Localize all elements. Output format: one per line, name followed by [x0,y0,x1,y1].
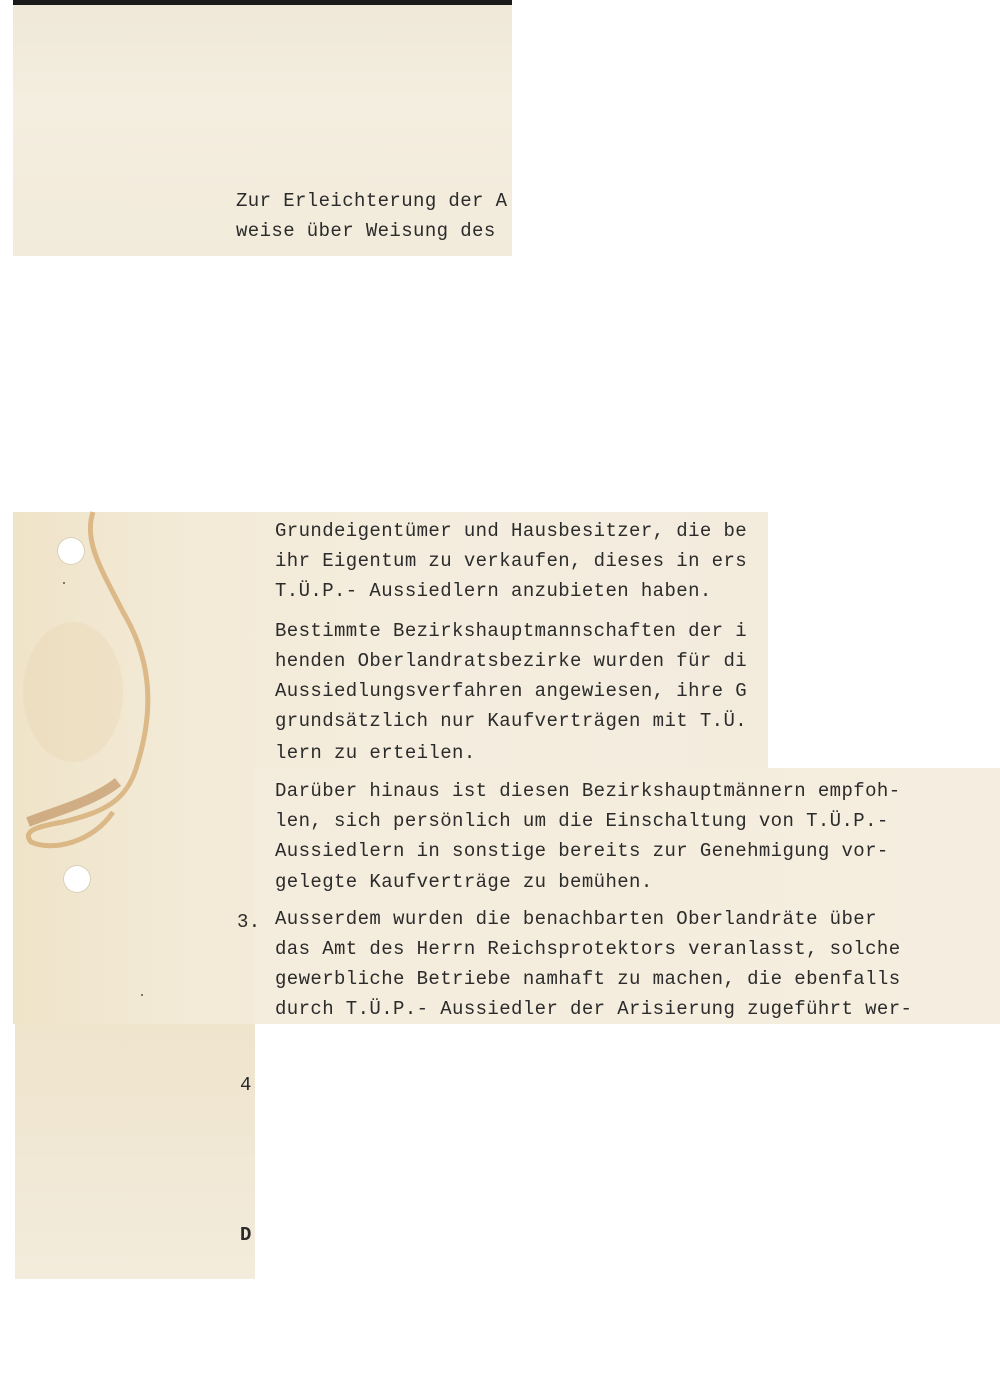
text-line: Zur Erleichterung der A [236,190,508,212]
text-line: Aussiedlungsverfahren angewiesen, ihre G [275,680,748,702]
text-line: Grundeigentümer und Hausbesitzer, die be [275,520,748,542]
scan-top-edge [13,0,512,5]
page-fragment-bottom [15,1024,255,1279]
punch-hole [63,865,91,893]
page-fragment-top [13,0,512,256]
text-line: durch T.Ü.P.- Aussiedler der Arisierung zugeführt wer- [275,998,913,1020]
punch-hole [57,537,85,565]
text-fragment: D [240,1224,252,1246]
text-line: Bestimmte Bezirkshauptmannschaften der i [275,620,748,642]
item-number: 4 [240,1074,252,1096]
text-line: grundsätzlich nur Kaufverträgen mit T.Ü. [275,710,748,732]
page-fragment-right [237,768,1000,1024]
item-number: 3. [237,911,261,933]
text-line: das Amt des Herrn Reichsprotektors veranlasst, solche [275,938,901,960]
text-line: lern zu erteilen. [275,742,476,764]
speck [141,994,143,996]
text-line: gewerbliche Betriebe namhaft zu machen, die ebenfalls [275,968,901,990]
speck [63,582,65,584]
text-line: Aussiedlern in sonstige bereits zur Genehmigung vor- [275,840,889,862]
text-line: T.Ü.P.- Aussiedlern anzubieten haben. [275,580,712,602]
text-line: len, sich persönlich um die Einschaltung von T.Ü.P.- [275,810,889,832]
text-line: Darüber hinaus ist diesen Bezirkshauptmännern empfoh- [275,780,901,802]
text-line: ihr Eigentum zu verkaufen, dieses in ers [275,550,748,572]
text-line: henden Oberlandratsbezirke wurden für di [275,650,748,672]
text-line: weise über Weisung des [236,220,496,242]
rust-stain [13,512,193,1024]
text-line: Ausserdem wurden die benachbarten Oberlandräte über [275,908,877,930]
text-line: gelegte Kaufverträge zu bemühen. [275,871,653,893]
